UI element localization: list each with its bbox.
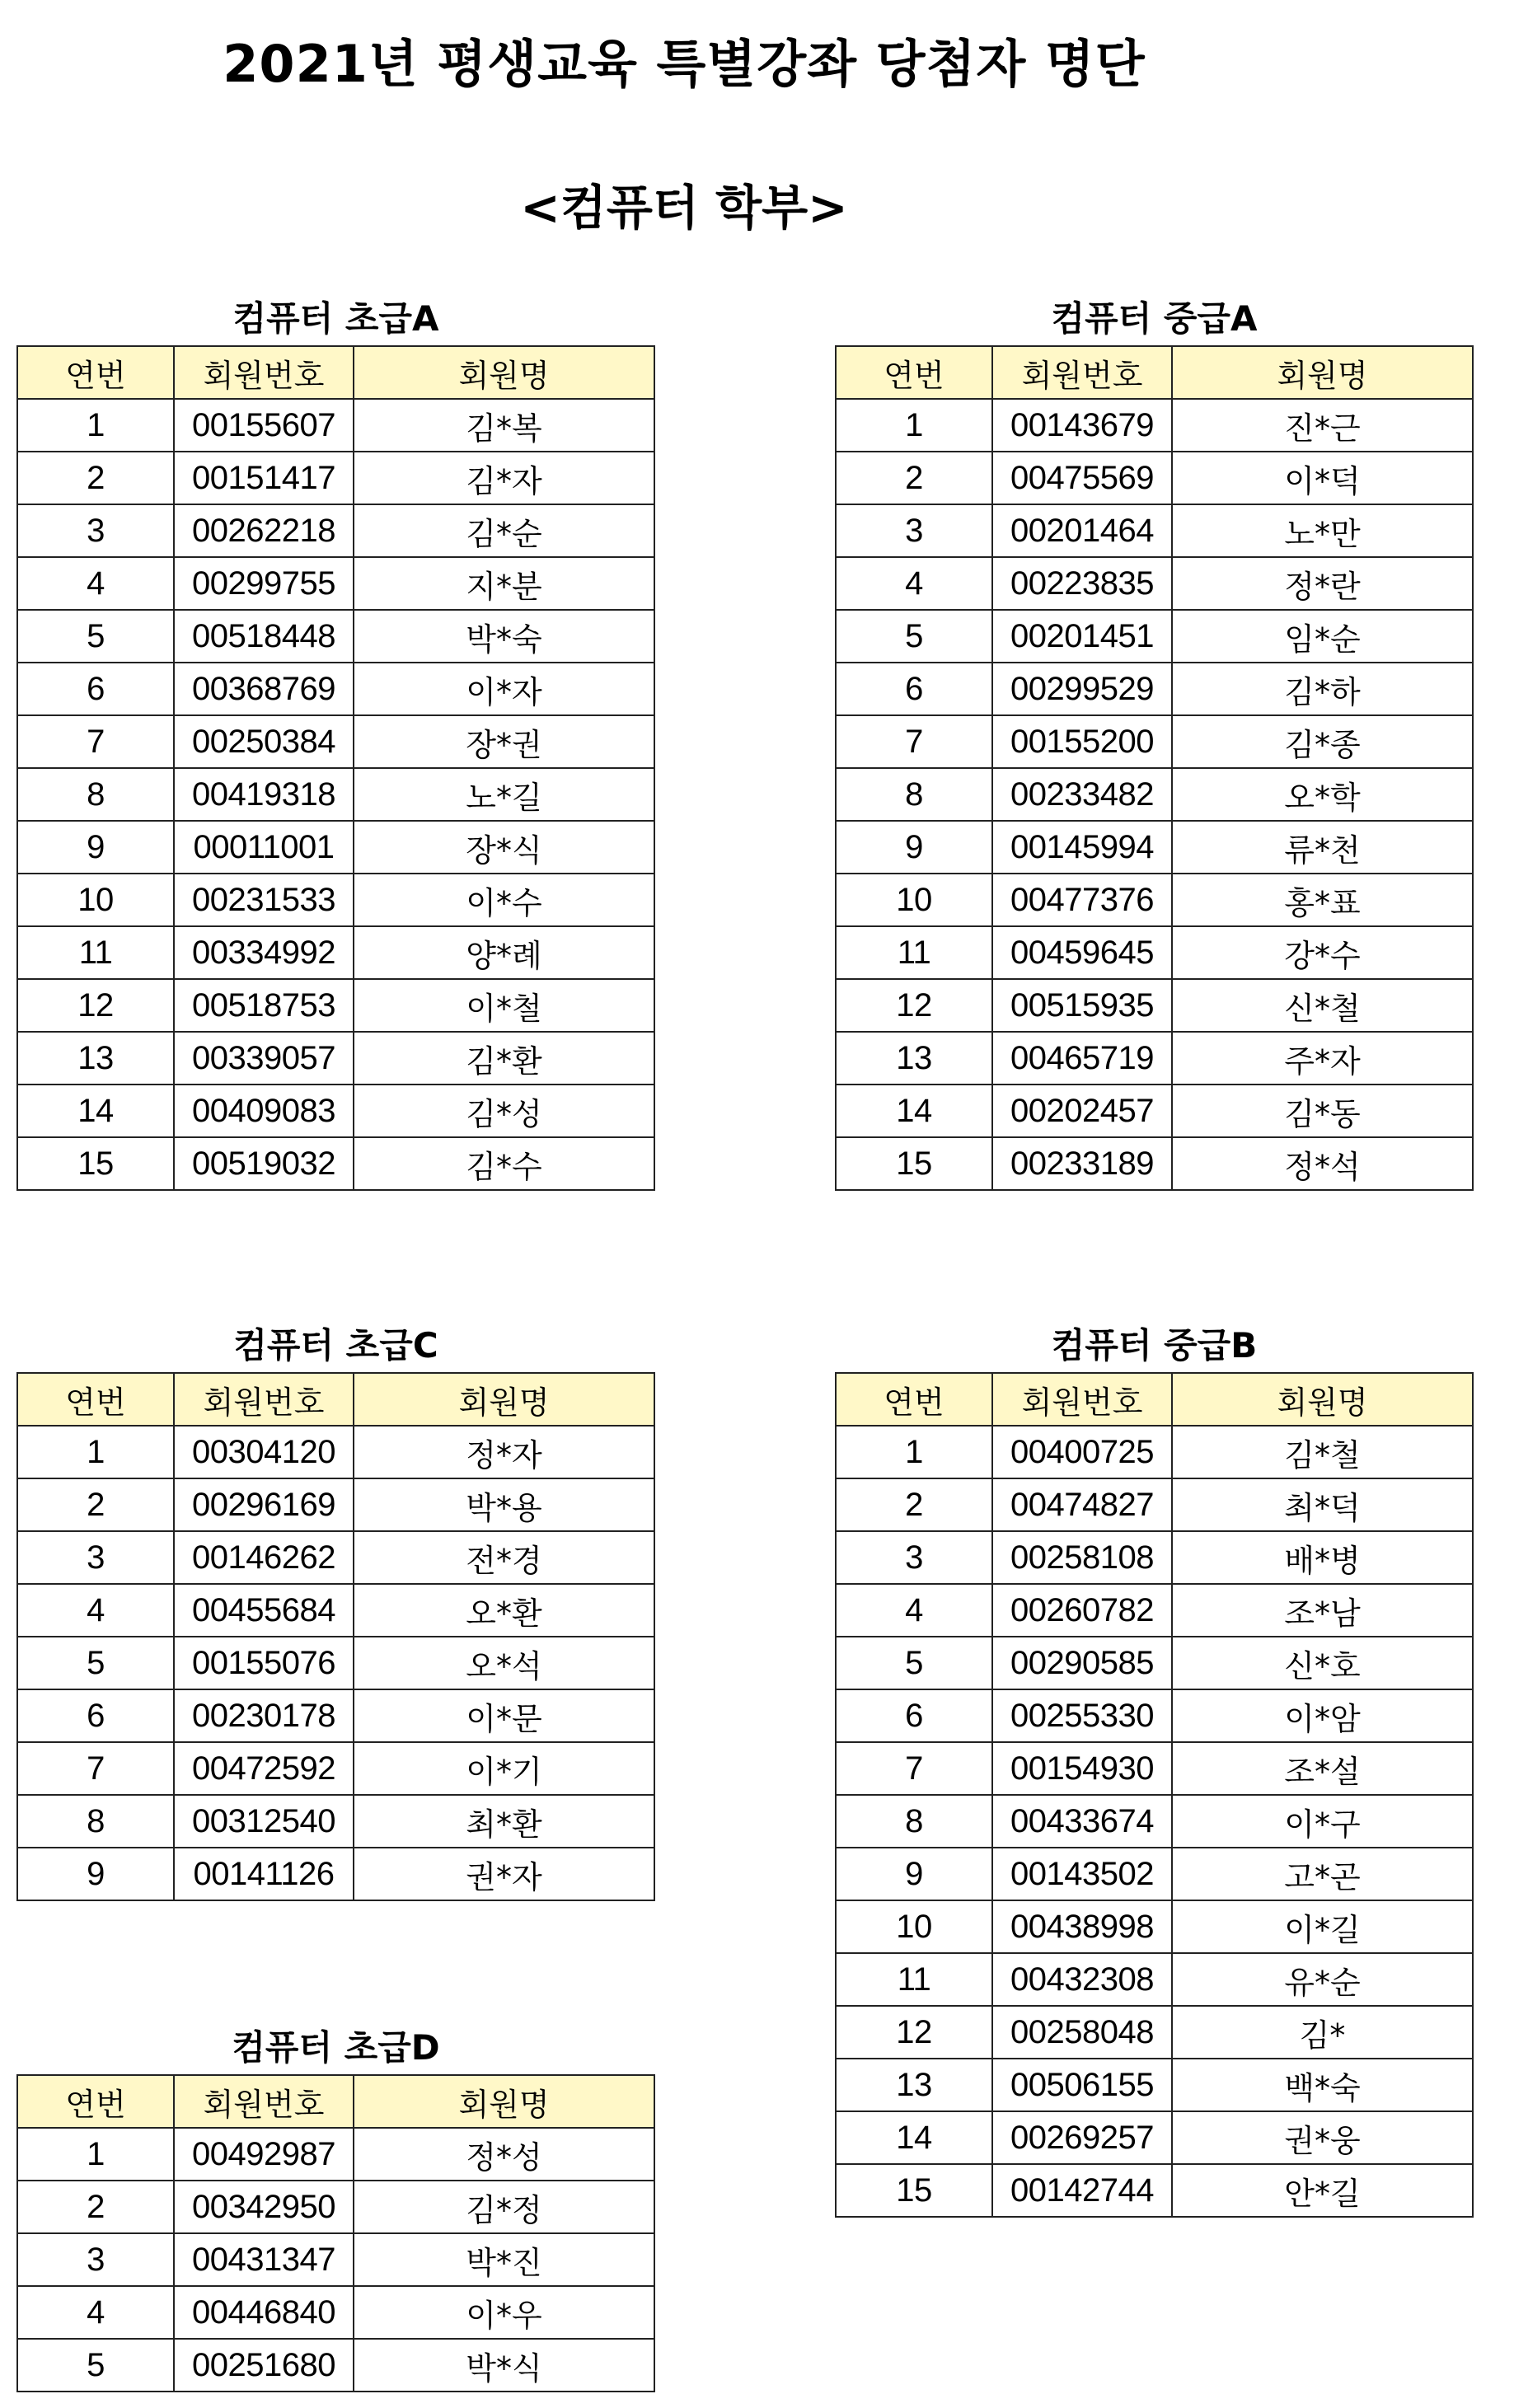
header-member-number: 회원번호 bbox=[992, 1373, 1172, 1426]
cell-index: 6 bbox=[17, 663, 174, 715]
cell-member-name: 최*덕 bbox=[1172, 1478, 1473, 1531]
table-row bbox=[17, 557, 654, 610]
header-index: 연번 bbox=[17, 1373, 174, 1426]
table-row bbox=[17, 452, 654, 504]
table-row bbox=[836, 1953, 1473, 2006]
cell-index: 5 bbox=[836, 610, 992, 663]
cell-member-number: 00368769 bbox=[174, 663, 354, 715]
cell-index: 7 bbox=[836, 715, 992, 768]
table-row bbox=[17, 2339, 654, 2392]
cell-member-name: 백*숙 bbox=[1172, 2059, 1473, 2111]
table-header-row bbox=[836, 346, 1473, 399]
table-row bbox=[836, 557, 1473, 610]
cell-member-name: 박*용 bbox=[354, 1478, 654, 1531]
cell-member-number: 00141126 bbox=[174, 1848, 354, 1900]
cell-member-number: 00142744 bbox=[992, 2164, 1172, 2217]
cell-member-number: 00231533 bbox=[174, 874, 354, 926]
roster-block-beginner-d bbox=[16, 2022, 655, 2392]
cell-member-name: 이*우 bbox=[354, 2286, 654, 2339]
cell-member-name: 노*길 bbox=[354, 768, 654, 821]
table-row bbox=[836, 2164, 1473, 2217]
table-row bbox=[836, 1426, 1473, 1478]
cell-member-name: 주*자 bbox=[1172, 1032, 1473, 1085]
table-row bbox=[836, 1689, 1473, 1742]
cell-index: 8 bbox=[836, 768, 992, 821]
cell-member-number: 00260782 bbox=[992, 1584, 1172, 1637]
table-row bbox=[17, 1085, 654, 1137]
cell-member-number: 00400725 bbox=[992, 1426, 1172, 1478]
cell-index: 14 bbox=[17, 1085, 174, 1137]
cell-member-name: 이*구 bbox=[1172, 1795, 1473, 1848]
table-row bbox=[17, 1137, 654, 1190]
roster-block-beginner-c bbox=[16, 1319, 655, 1901]
cell-index: 13 bbox=[836, 1032, 992, 1085]
cell-index: 4 bbox=[836, 557, 992, 610]
cell-member-number: 00433674 bbox=[992, 1795, 1172, 1848]
cell-member-number: 00492987 bbox=[174, 2128, 354, 2181]
table-row bbox=[17, 1742, 654, 1795]
cell-member-number: 00446840 bbox=[174, 2286, 354, 2339]
table-row bbox=[17, 1032, 654, 1085]
cell-index: 4 bbox=[17, 1584, 174, 1637]
cell-member-number: 00155607 bbox=[174, 399, 354, 452]
cell-index: 1 bbox=[836, 399, 992, 452]
table-row bbox=[836, 715, 1473, 768]
cell-index: 2 bbox=[836, 1478, 992, 1531]
roster-table bbox=[835, 345, 1474, 1191]
roster-block-intermediate-b bbox=[835, 1319, 1474, 2218]
cell-member-name: 임*순 bbox=[1172, 610, 1473, 663]
cell-member-name: 장*식 bbox=[354, 821, 654, 874]
cell-member-number: 00477376 bbox=[992, 874, 1172, 926]
cell-member-name: 안*길 bbox=[1172, 2164, 1473, 2217]
cell-member-number: 00455684 bbox=[174, 1584, 354, 1637]
cell-index: 3 bbox=[17, 2233, 174, 2286]
cell-member-name: 오*석 bbox=[354, 1637, 654, 1689]
cell-member-number: 00518448 bbox=[174, 610, 354, 663]
roster-table bbox=[16, 2074, 655, 2392]
cell-index: 3 bbox=[836, 504, 992, 557]
cell-index: 10 bbox=[17, 874, 174, 926]
cell-member-number: 00258048 bbox=[992, 2006, 1172, 2059]
cell-member-name: 강*수 bbox=[1172, 926, 1473, 979]
cell-member-number: 00146262 bbox=[174, 1531, 354, 1584]
table-row bbox=[836, 1137, 1473, 1190]
cell-member-name: 신*철 bbox=[1172, 979, 1473, 1032]
cell-member-name: 조*설 bbox=[1172, 1742, 1473, 1795]
cell-member-name: 이*자 bbox=[354, 663, 654, 715]
table-row bbox=[836, 768, 1473, 821]
cell-index: 3 bbox=[17, 1531, 174, 1584]
header-member-name: 회원명 bbox=[1172, 1373, 1473, 1426]
table-row bbox=[836, 1032, 1473, 1085]
cell-index: 6 bbox=[836, 1689, 992, 1742]
cell-member-name: 김*성 bbox=[354, 1085, 654, 1137]
cell-member-number: 00475569 bbox=[992, 452, 1172, 504]
roster-block-beginner-a bbox=[16, 293, 655, 1191]
cell-index: 2 bbox=[17, 452, 174, 504]
cell-member-number: 00459645 bbox=[992, 926, 1172, 979]
cell-member-name: 노*만 bbox=[1172, 504, 1473, 557]
cell-member-name: 이*기 bbox=[354, 1742, 654, 1795]
cell-member-number: 00506155 bbox=[992, 2059, 1172, 2111]
roster-block-intermediate-a bbox=[835, 293, 1474, 1191]
cell-index: 2 bbox=[836, 452, 992, 504]
cell-member-name: 이*덕 bbox=[1172, 452, 1473, 504]
cell-index: 1 bbox=[17, 2128, 174, 2181]
header-member-number: 회원번호 bbox=[992, 346, 1172, 399]
table-title: 컴퓨터 초급A bbox=[232, 298, 439, 339]
cell-member-number: 00290585 bbox=[992, 1637, 1172, 1689]
cell-member-name: 박*식 bbox=[354, 2339, 654, 2392]
cell-index: 8 bbox=[17, 1795, 174, 1848]
cell-member-name: 김*철 bbox=[1172, 1426, 1473, 1478]
header-index: 연번 bbox=[17, 346, 174, 399]
table-row bbox=[17, 1689, 654, 1742]
cell-member-name: 장*권 bbox=[354, 715, 654, 768]
cell-index: 12 bbox=[836, 979, 992, 1032]
cell-member-number: 00312540 bbox=[174, 1795, 354, 1848]
cell-member-number: 00202457 bbox=[992, 1085, 1172, 1137]
cell-member-name: 김*환 bbox=[354, 1032, 654, 1085]
table-row bbox=[17, 979, 654, 1032]
cell-member-number: 00258108 bbox=[992, 1531, 1172, 1584]
table-row bbox=[17, 1795, 654, 1848]
cell-index: 2 bbox=[17, 2181, 174, 2233]
table-title: 컴퓨터 초급C bbox=[233, 1325, 438, 1366]
cell-member-number: 00518753 bbox=[174, 979, 354, 1032]
table-header-row bbox=[17, 2075, 654, 2128]
cell-member-number: 00269257 bbox=[992, 2111, 1172, 2164]
cell-member-number: 00474827 bbox=[992, 1478, 1172, 1531]
table-row bbox=[17, 768, 654, 821]
cell-member-name: 김*수 bbox=[354, 1137, 654, 1190]
cell-member-name: 최*환 bbox=[354, 1795, 654, 1848]
cell-index: 5 bbox=[17, 610, 174, 663]
cell-member-name: 유*순 bbox=[1172, 1953, 1473, 2006]
cell-index: 11 bbox=[836, 1953, 992, 2006]
cell-index: 7 bbox=[17, 715, 174, 768]
table-title: 컴퓨터 중급B bbox=[1051, 1325, 1258, 1366]
table-row bbox=[836, 1637, 1473, 1689]
cell-index: 6 bbox=[17, 1689, 174, 1742]
cell-member-number: 00154930 bbox=[992, 1742, 1172, 1795]
table-row bbox=[836, 1900, 1473, 1953]
cell-member-number: 00465719 bbox=[992, 1032, 1172, 1085]
table-row bbox=[17, 1426, 654, 1478]
table-header-row bbox=[17, 1373, 654, 1426]
cell-member-number: 00145994 bbox=[992, 821, 1172, 874]
table-row bbox=[17, 715, 654, 768]
cell-member-number: 00155076 bbox=[174, 1637, 354, 1689]
cell-index: 8 bbox=[836, 1795, 992, 1848]
cell-index: 1 bbox=[836, 1426, 992, 1478]
header-member-name: 회원명 bbox=[354, 1373, 654, 1426]
cell-member-number: 00339057 bbox=[174, 1032, 354, 1085]
table-row bbox=[836, 979, 1473, 1032]
cell-member-number: 00299529 bbox=[992, 663, 1172, 715]
cell-member-number: 00233482 bbox=[992, 768, 1172, 821]
table-row bbox=[836, 926, 1473, 979]
table-row bbox=[17, 926, 654, 979]
cell-member-name: 김*순 bbox=[354, 504, 654, 557]
cell-index: 9 bbox=[17, 1848, 174, 1900]
table-row bbox=[836, 2006, 1473, 2059]
cell-index: 12 bbox=[836, 2006, 992, 2059]
cell-member-name: 지*분 bbox=[354, 557, 654, 610]
table-row bbox=[836, 1584, 1473, 1637]
table-row bbox=[836, 874, 1473, 926]
cell-index: 2 bbox=[17, 1478, 174, 1531]
table-row bbox=[836, 1085, 1473, 1137]
cell-member-number: 00151417 bbox=[174, 452, 354, 504]
table-row bbox=[17, 874, 654, 926]
table-row bbox=[17, 1848, 654, 1900]
cell-index: 4 bbox=[17, 2286, 174, 2339]
cell-index: 14 bbox=[836, 2111, 992, 2164]
header-member-number: 회원번호 bbox=[174, 1373, 354, 1426]
cell-member-name: 박*숙 bbox=[354, 610, 654, 663]
cell-index: 10 bbox=[836, 874, 992, 926]
cell-member-number: 00519032 bbox=[174, 1137, 354, 1190]
cell-member-name: 이*길 bbox=[1172, 1900, 1473, 1953]
cell-index: 6 bbox=[836, 663, 992, 715]
cell-member-number: 00255330 bbox=[992, 1689, 1172, 1742]
table-row bbox=[836, 1478, 1473, 1531]
table-row bbox=[17, 1531, 654, 1584]
header-index: 연번 bbox=[836, 1373, 992, 1426]
cell-member-name: 김*자 bbox=[354, 452, 654, 504]
cell-member-number: 00419318 bbox=[174, 768, 354, 821]
table-row bbox=[17, 1478, 654, 1531]
cell-member-name: 전*경 bbox=[354, 1531, 654, 1584]
cell-index: 14 bbox=[836, 1085, 992, 1137]
table-row bbox=[836, 663, 1473, 715]
table-title: 컴퓨터 중급A bbox=[1051, 298, 1258, 339]
table-title: 컴퓨터 초급D bbox=[232, 2027, 440, 2068]
cell-member-number: 00250384 bbox=[174, 715, 354, 768]
cell-member-name: 이*암 bbox=[1172, 1689, 1473, 1742]
table-header-row bbox=[17, 346, 654, 399]
cell-member-number: 00011001 bbox=[174, 821, 354, 874]
cell-member-name: 정*란 bbox=[1172, 557, 1473, 610]
table-row bbox=[17, 2286, 654, 2339]
table-row bbox=[17, 610, 654, 663]
table-row bbox=[836, 821, 1473, 874]
cell-member-name: 이*철 bbox=[354, 979, 654, 1032]
cell-member-name: 배*병 bbox=[1172, 1531, 1473, 1584]
cell-member-number: 00342950 bbox=[174, 2181, 354, 2233]
cell-member-name: 김*복 bbox=[354, 399, 654, 452]
cell-member-number: 00230178 bbox=[174, 1689, 354, 1742]
cell-member-name: 김* bbox=[1172, 2006, 1473, 2059]
cell-member-name: 정*석 bbox=[1172, 1137, 1473, 1190]
cell-index: 15 bbox=[836, 1137, 992, 1190]
cell-member-number: 00472592 bbox=[174, 1742, 354, 1795]
cell-index: 9 bbox=[17, 821, 174, 874]
cell-index: 9 bbox=[836, 821, 992, 874]
cell-member-name: 정*성 bbox=[354, 2128, 654, 2181]
cell-member-name: 권*웅 bbox=[1172, 2111, 1473, 2164]
cell-member-number: 00262218 bbox=[174, 504, 354, 557]
table-row bbox=[836, 2059, 1473, 2111]
header-member-number: 회원번호 bbox=[174, 2075, 354, 2128]
cell-member-number: 00233189 bbox=[992, 1137, 1172, 1190]
cell-member-name: 류*천 bbox=[1172, 821, 1473, 874]
cell-index: 11 bbox=[17, 926, 174, 979]
cell-index: 8 bbox=[17, 768, 174, 821]
cell-member-name: 이*수 bbox=[354, 874, 654, 926]
table-row bbox=[836, 1742, 1473, 1795]
cell-member-name: 조*남 bbox=[1172, 1584, 1473, 1637]
table-row bbox=[17, 2128, 654, 2181]
cell-index: 3 bbox=[17, 504, 174, 557]
cell-member-number: 00431347 bbox=[174, 2233, 354, 2286]
cell-member-number: 00438998 bbox=[992, 1900, 1172, 1953]
cell-index: 10 bbox=[836, 1900, 992, 1953]
cell-index: 9 bbox=[836, 1848, 992, 1900]
table-row bbox=[836, 399, 1473, 452]
roster-table bbox=[16, 345, 655, 1191]
cell-index: 1 bbox=[17, 1426, 174, 1478]
cell-member-number: 00515935 bbox=[992, 979, 1172, 1032]
cell-member-name: 박*진 bbox=[354, 2233, 654, 2286]
cell-index: 5 bbox=[836, 1637, 992, 1689]
page-title: 2021년 평생교육 특별강좌 당첨자 명단 bbox=[223, 34, 1146, 94]
cell-member-number: 00334992 bbox=[174, 926, 354, 979]
table-row bbox=[17, 1584, 654, 1637]
cell-index: 5 bbox=[17, 1637, 174, 1689]
table-row bbox=[17, 1637, 654, 1689]
cell-member-number: 00432308 bbox=[992, 1953, 1172, 2006]
roster-table bbox=[16, 1372, 655, 1901]
cell-member-number: 00296169 bbox=[174, 1478, 354, 1531]
table-row bbox=[17, 821, 654, 874]
cell-member-name: 오*환 bbox=[354, 1584, 654, 1637]
cell-index: 4 bbox=[17, 557, 174, 610]
cell-member-number: 00223835 bbox=[992, 557, 1172, 610]
cell-member-number: 00143679 bbox=[992, 399, 1172, 452]
cell-index: 12 bbox=[17, 979, 174, 1032]
cell-index: 11 bbox=[836, 926, 992, 979]
header-index: 연번 bbox=[17, 2075, 174, 2128]
cell-member-name: 진*근 bbox=[1172, 399, 1473, 452]
roster-table bbox=[835, 1372, 1474, 2218]
cell-member-name: 양*례 bbox=[354, 926, 654, 979]
table-row bbox=[17, 2233, 654, 2286]
cell-member-name: 홍*표 bbox=[1172, 874, 1473, 926]
table-row bbox=[17, 399, 654, 452]
cell-member-number: 00299755 bbox=[174, 557, 354, 610]
cell-member-name: 김*정 bbox=[354, 2181, 654, 2233]
header-member-name: 회원명 bbox=[1172, 346, 1473, 399]
cell-member-name: 김*동 bbox=[1172, 1085, 1473, 1137]
cell-member-name: 오*학 bbox=[1172, 768, 1473, 821]
table-row bbox=[836, 1848, 1473, 1900]
table-row bbox=[17, 2181, 654, 2233]
table-row bbox=[836, 1795, 1473, 1848]
cell-member-name: 권*자 bbox=[354, 1848, 654, 1900]
cell-index: 4 bbox=[836, 1584, 992, 1637]
cell-index: 3 bbox=[836, 1531, 992, 1584]
cell-index: 15 bbox=[836, 2164, 992, 2217]
table-row bbox=[836, 452, 1473, 504]
table-row bbox=[836, 610, 1473, 663]
cell-index: 7 bbox=[17, 1742, 174, 1795]
cell-member-name: 김*종 bbox=[1172, 715, 1473, 768]
table-row bbox=[17, 504, 654, 557]
cell-index: 13 bbox=[17, 1032, 174, 1085]
cell-member-name: 고*곤 bbox=[1172, 1848, 1473, 1900]
cell-index: 5 bbox=[17, 2339, 174, 2392]
table-row bbox=[836, 2111, 1473, 2164]
page-subtitle: <컴퓨터 학부> bbox=[520, 180, 848, 236]
cell-index: 7 bbox=[836, 1742, 992, 1795]
cell-index: 1 bbox=[17, 399, 174, 452]
header-member-name: 회원명 bbox=[354, 2075, 654, 2128]
cell-index: 13 bbox=[836, 2059, 992, 2111]
cell-member-name: 이*문 bbox=[354, 1689, 654, 1742]
cell-member-name: 정*자 bbox=[354, 1426, 654, 1478]
cell-member-number: 00201451 bbox=[992, 610, 1172, 663]
cell-member-number: 00155200 bbox=[992, 715, 1172, 768]
cell-member-number: 00251680 bbox=[174, 2339, 354, 2392]
table-header-row bbox=[836, 1373, 1473, 1426]
cell-member-name: 신*호 bbox=[1172, 1637, 1473, 1689]
table-row bbox=[836, 1531, 1473, 1584]
table-row bbox=[836, 504, 1473, 557]
cell-member-name: 김*하 bbox=[1172, 663, 1473, 715]
header-member-number: 회원번호 bbox=[174, 346, 354, 399]
table-row bbox=[17, 663, 654, 715]
cell-member-number: 00409083 bbox=[174, 1085, 354, 1137]
cell-member-number: 00304120 bbox=[174, 1426, 354, 1478]
cell-index: 15 bbox=[17, 1137, 174, 1190]
cell-member-number: 00201464 bbox=[992, 504, 1172, 557]
header-member-name: 회원명 bbox=[354, 346, 654, 399]
header-index: 연번 bbox=[836, 346, 992, 399]
cell-member-number: 00143502 bbox=[992, 1848, 1172, 1900]
